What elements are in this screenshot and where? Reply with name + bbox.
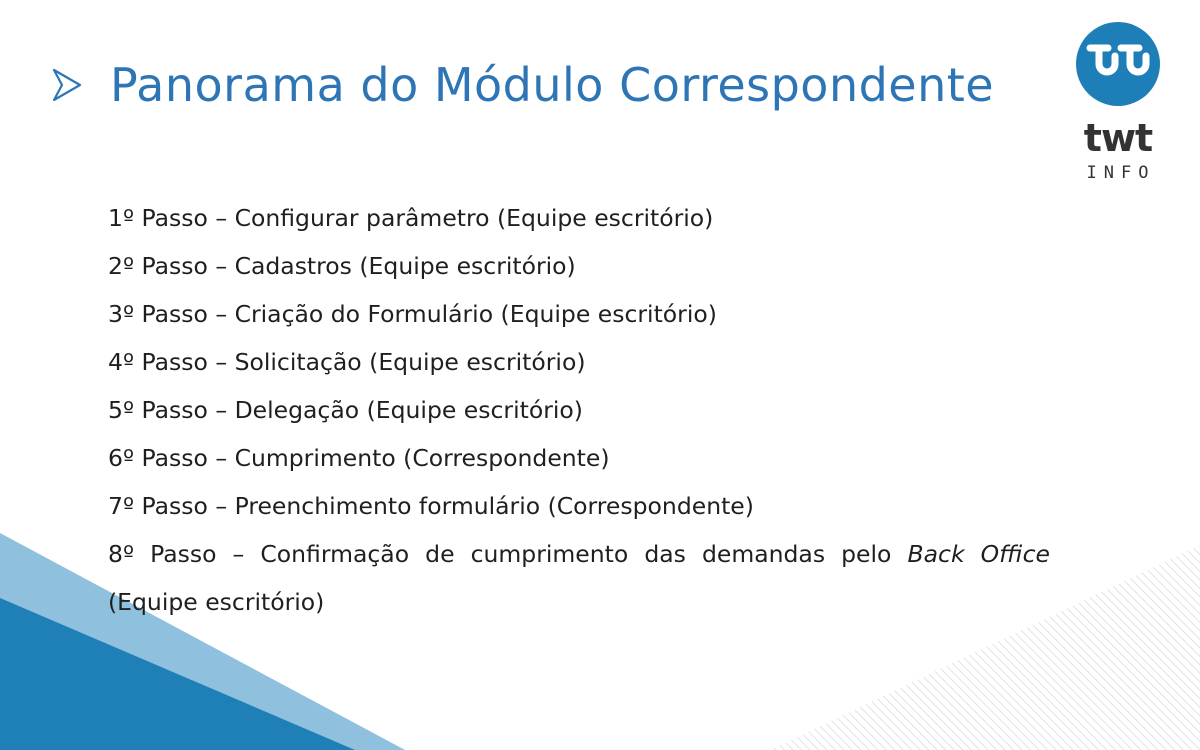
title-row [52,58,994,112]
logo-subtitle: INFO [1086,163,1156,183]
logo-word: twt [1083,116,1153,160]
step-8-tail: (Equipe escritório) [108,588,325,616]
page-title: Panorama do Módulo Correspondente [110,58,995,112]
step-3: 3º Passo – Criação do Formulário (Equipe escritório) [108,300,717,328]
step-6: 6º Passo – Cumprimento (Correspondente) [108,444,610,472]
step-4: 4º Passo – Solicitação (Equipe escritório) [108,348,586,376]
logo-circle-icon [1068,18,1168,118]
twt-info-logo [1068,18,1168,183]
step-1: 1º Passo – Configurar parâmetro (Equipe escritório) [108,204,714,232]
step-8-italic: Back Office [907,540,1050,568]
steps-list [108,194,1050,626]
step-8 [108,530,1050,626]
step-7: 7º Passo – Preenchimento formulário (Correspondente) [108,492,754,520]
chevron-bullet-icon [52,69,82,101]
step-5: 5º Passo – Delegação (Equipe escritório) [108,396,583,424]
step-2: 2º Passo – Cadastros (Equipe escritório) [108,252,576,280]
step-8-lead: 8º Passo – Confirmação de cumprimento das demandas pelo [108,540,908,568]
